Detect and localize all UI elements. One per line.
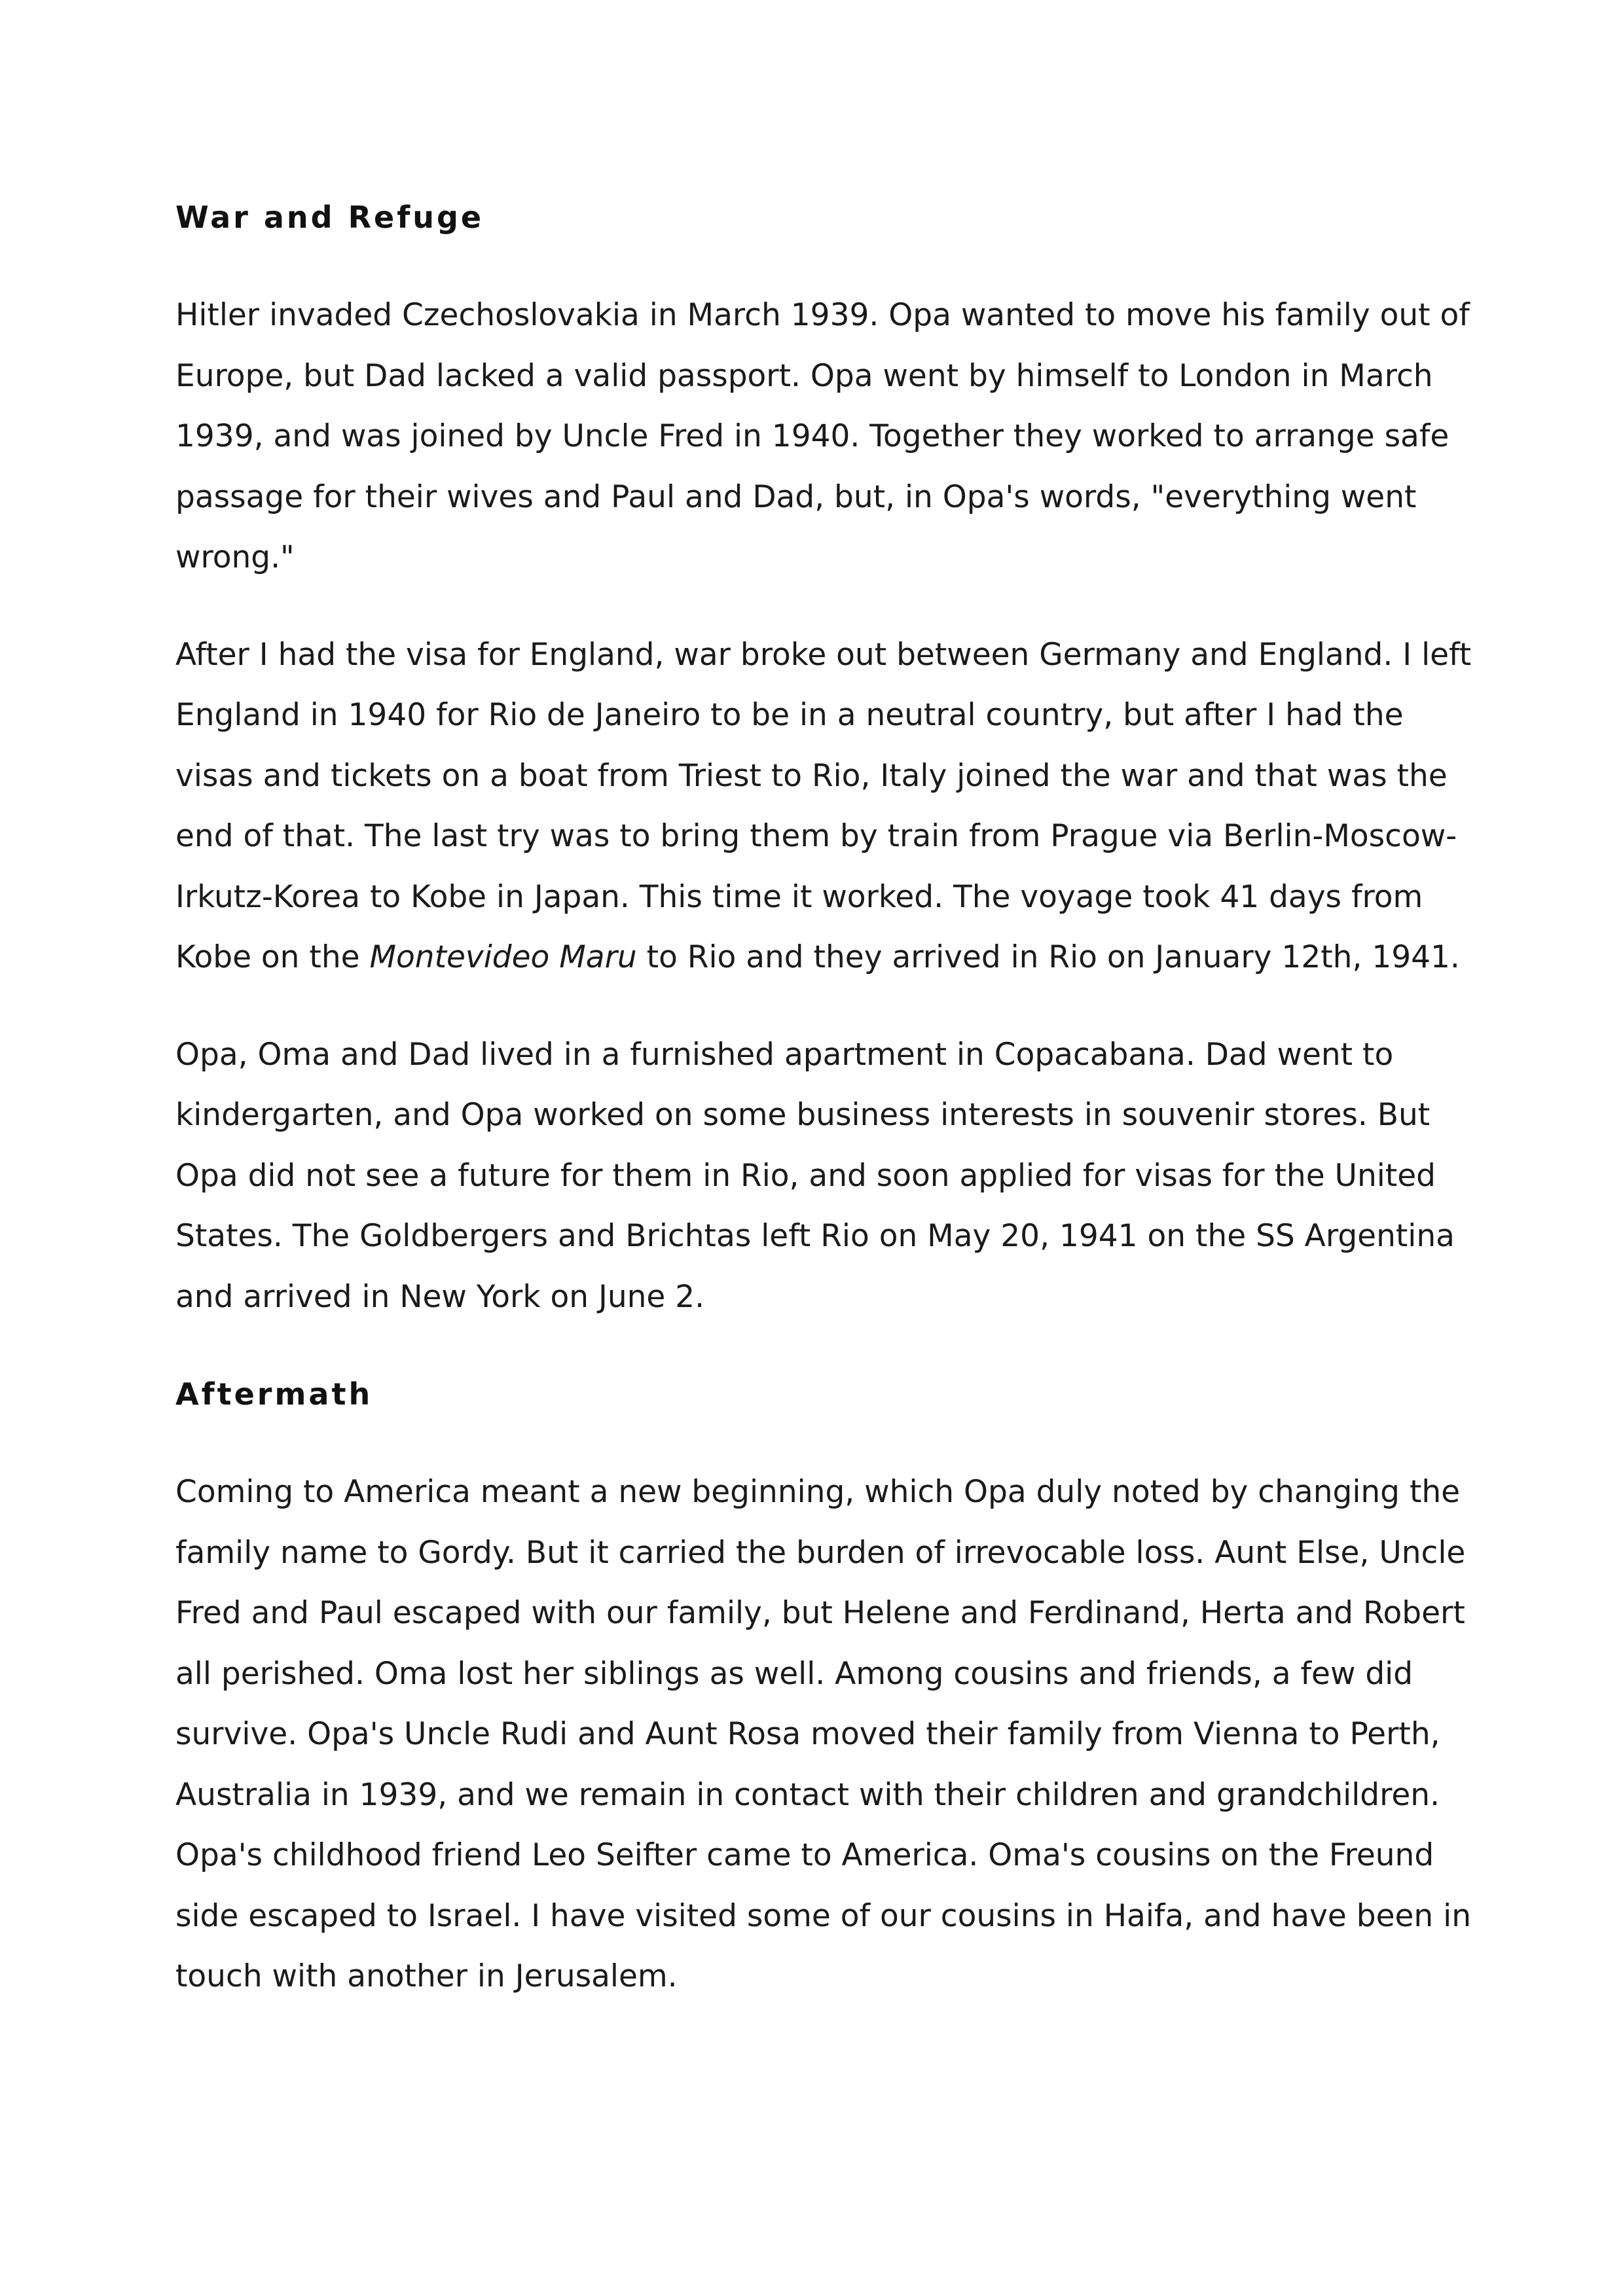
- paragraph-text-start: After I had the visa for England, war broke out between Germany and England. I left England in 1940 for Rio de Janeiro to be in a neutral country, but after I had the visas and tickets on a boat from Triest to Rio, Italy joined the war and that was the end of that. The last try was to bring them by train from Prague via Berlin-Moscow-Irkutz-Korea to Kobe in Japan. This time it worked. The voyage took 41 days from Kobe on the: [175, 636, 1472, 975]
- paragraph-copacabana: Opa, Oma and Dad lived in a furnished apartment in Copacabana. Dad went to kindergarten, and Opa worked on some business interests in souvenir stores. But Opa did not see a future for them in Rio, and soon applied for visas for the United States. The Goldbergers and Brichtas left Rio on May 20, 1941 on the SS Argentina and arrived in New York on June 2.: [175, 1036, 1455, 1315]
- section-heading-aftermath: Aftermath: [175, 1376, 373, 1412]
- paragraph-coming-to-america: Coming to America meant a new beginning, which Opa duly noted by changing the family name to Gordy. But it carried the burden of irrevocable loss. Aunt Else, Uncle Fred and Paul escaped with our family, but Helene and Ferdinand, Herta and Robert all perished. Oma lost her siblings as well. Among cousins and friends, a few did survive. Opa's Uncle Rudi and Aunt Rosa moved their family from Vienna to Perth, Australia in 1939, and we remain in contact with their children and grandchildren. Opa's childhood friend Leo Seifter came to America. Oma's cousins on the Freund side escaped to Israel. I have visited some of our cousins in Haifa, and have been in touch with another in Jerusalem.: [175, 1474, 1472, 1994]
- ship-name: Montevideo Maru: [369, 939, 637, 975]
- section-heading-war-and-refuge: War and Refuge: [175, 200, 484, 235]
- document-body: [175, 187, 1478, 2007]
- paragraph-text-end: to Rio and they arrived in Rio on January 12th, 1941.: [636, 939, 1460, 975]
- paragraph-hitler-invaded: Hitler invaded Czechoslovakia in March 1939. Opa wanted to move his family out of Europe, but Dad lacked a valid passport. Opa went by himself to London in March 1939, and was joined by Uncle Fred in 1940. Together they worked to arrange safe passage for their wives and Paul and Dad, but, in Opa's words, "everything went wrong.": [175, 297, 1470, 575]
- paragraph-visa-for-england: [175, 625, 1478, 988]
